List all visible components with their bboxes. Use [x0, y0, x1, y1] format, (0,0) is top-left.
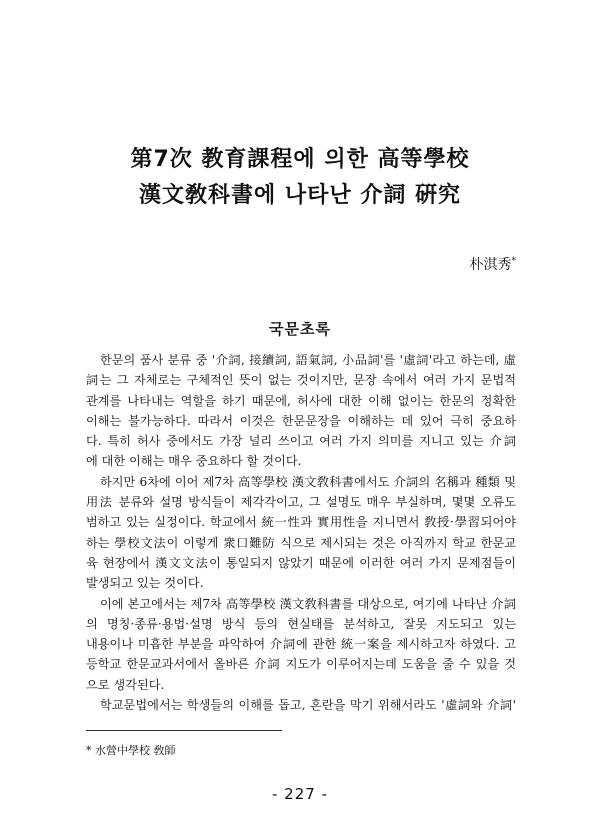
- body-line: 用法 분류와 설명 방식들이 제각각이고, 그 설명도 매우 부실하며, 몇몇 오류도: [86, 495, 516, 510]
- body-line: 이해는 불가능하다. 따라서 이것은 한문문장을 이해하는 데 있어 극히 중요하: [86, 413, 516, 428]
- footnote-rule: [86, 730, 282, 731]
- body-line: 등학교 한문교과서에서 올바른 介詞 지도가 이루어지는데 도움을 줄 수 있을 것: [86, 657, 516, 672]
- author: [470, 254, 517, 274]
- body-line: 하는 學校文法이 이렇게 衆口難防 식으로 제시되는 것은 아직까지 학교 한문교: [86, 535, 516, 550]
- body-line: 범하고 있는 실정이다. 학교에서 統一性과 實用性을 지니면서 敎授·學習되어야: [86, 515, 516, 530]
- body-line: 의 명칭·종류·용법·설명 방식 등의 현실태를 분석하고, 잘못 지도되고 있는: [86, 616, 516, 631]
- body-line: 하지만 6차에 이어 제7차 高等學校 漢文敎科書에서도 介詞의 名稱과 種類 및: [100, 474, 516, 489]
- footnote: * 水營中學校 敎師: [86, 744, 176, 757]
- abstract-body: [86, 350, 516, 715]
- body-line: 내용이나 미흡한 부분을 파악하여 介詞에 관한 統一案을 제시하고자 하였다. 고: [86, 637, 516, 652]
- author-name: 朴淇秀: [469, 257, 512, 273]
- body-line: 관계를 나타내는 역할을 하기 때문에, 허사에 대한 이해 없이는 한문의 정확한: [86, 393, 516, 408]
- body-line: 詞는 그 자체로는 구체적인 뜻이 없는 것이지만, 문장 속에서 여러 가지 문법적: [86, 373, 516, 388]
- author-footnote-mark: *: [511, 256, 516, 267]
- body-line: 다. 특히 허사 중에서도 가장 널리 쓰이고 여러 가지 의미를 지니고 있는 介詞: [86, 434, 516, 449]
- body-line: 으로 생각된다.: [86, 677, 165, 692]
- body-line: 한문의 품사 분류 중 '介詞, 接續詞, 語氣詞, 小品詞'를 '虛詞'라고 하는데, 虛: [100, 353, 516, 367]
- page-number: - 227 -: [272, 785, 328, 803]
- body-line: 에 대한 이해는 매우 중요하다 할 것이다.: [86, 454, 302, 469]
- body-line: 학교문법에서는 학생들의 이해를 돕고, 혼란을 막기 위해서라도 '虛詞와 介詞': [100, 698, 516, 713]
- body-line: 이에 본고에서는 제7차 高等學校 漢文敎科書를 대상으로, 여기에 나타난 介詞: [100, 596, 516, 611]
- body-line: 발생되고 있는 것이다.: [86, 576, 204, 591]
- title-line-1: 第7次 教育課程에 의한 高等學校: [130, 147, 470, 172]
- body-line: 육 현장에서 漢文文法이 통일되지 않았기 때문에 이러한 여러 가지 문제점들이: [86, 555, 516, 570]
- title-line-2: 漢文敎科書에 나타난 介詞 硏究: [139, 183, 461, 208]
- abstract-heading: 국문초록: [269, 320, 331, 338]
